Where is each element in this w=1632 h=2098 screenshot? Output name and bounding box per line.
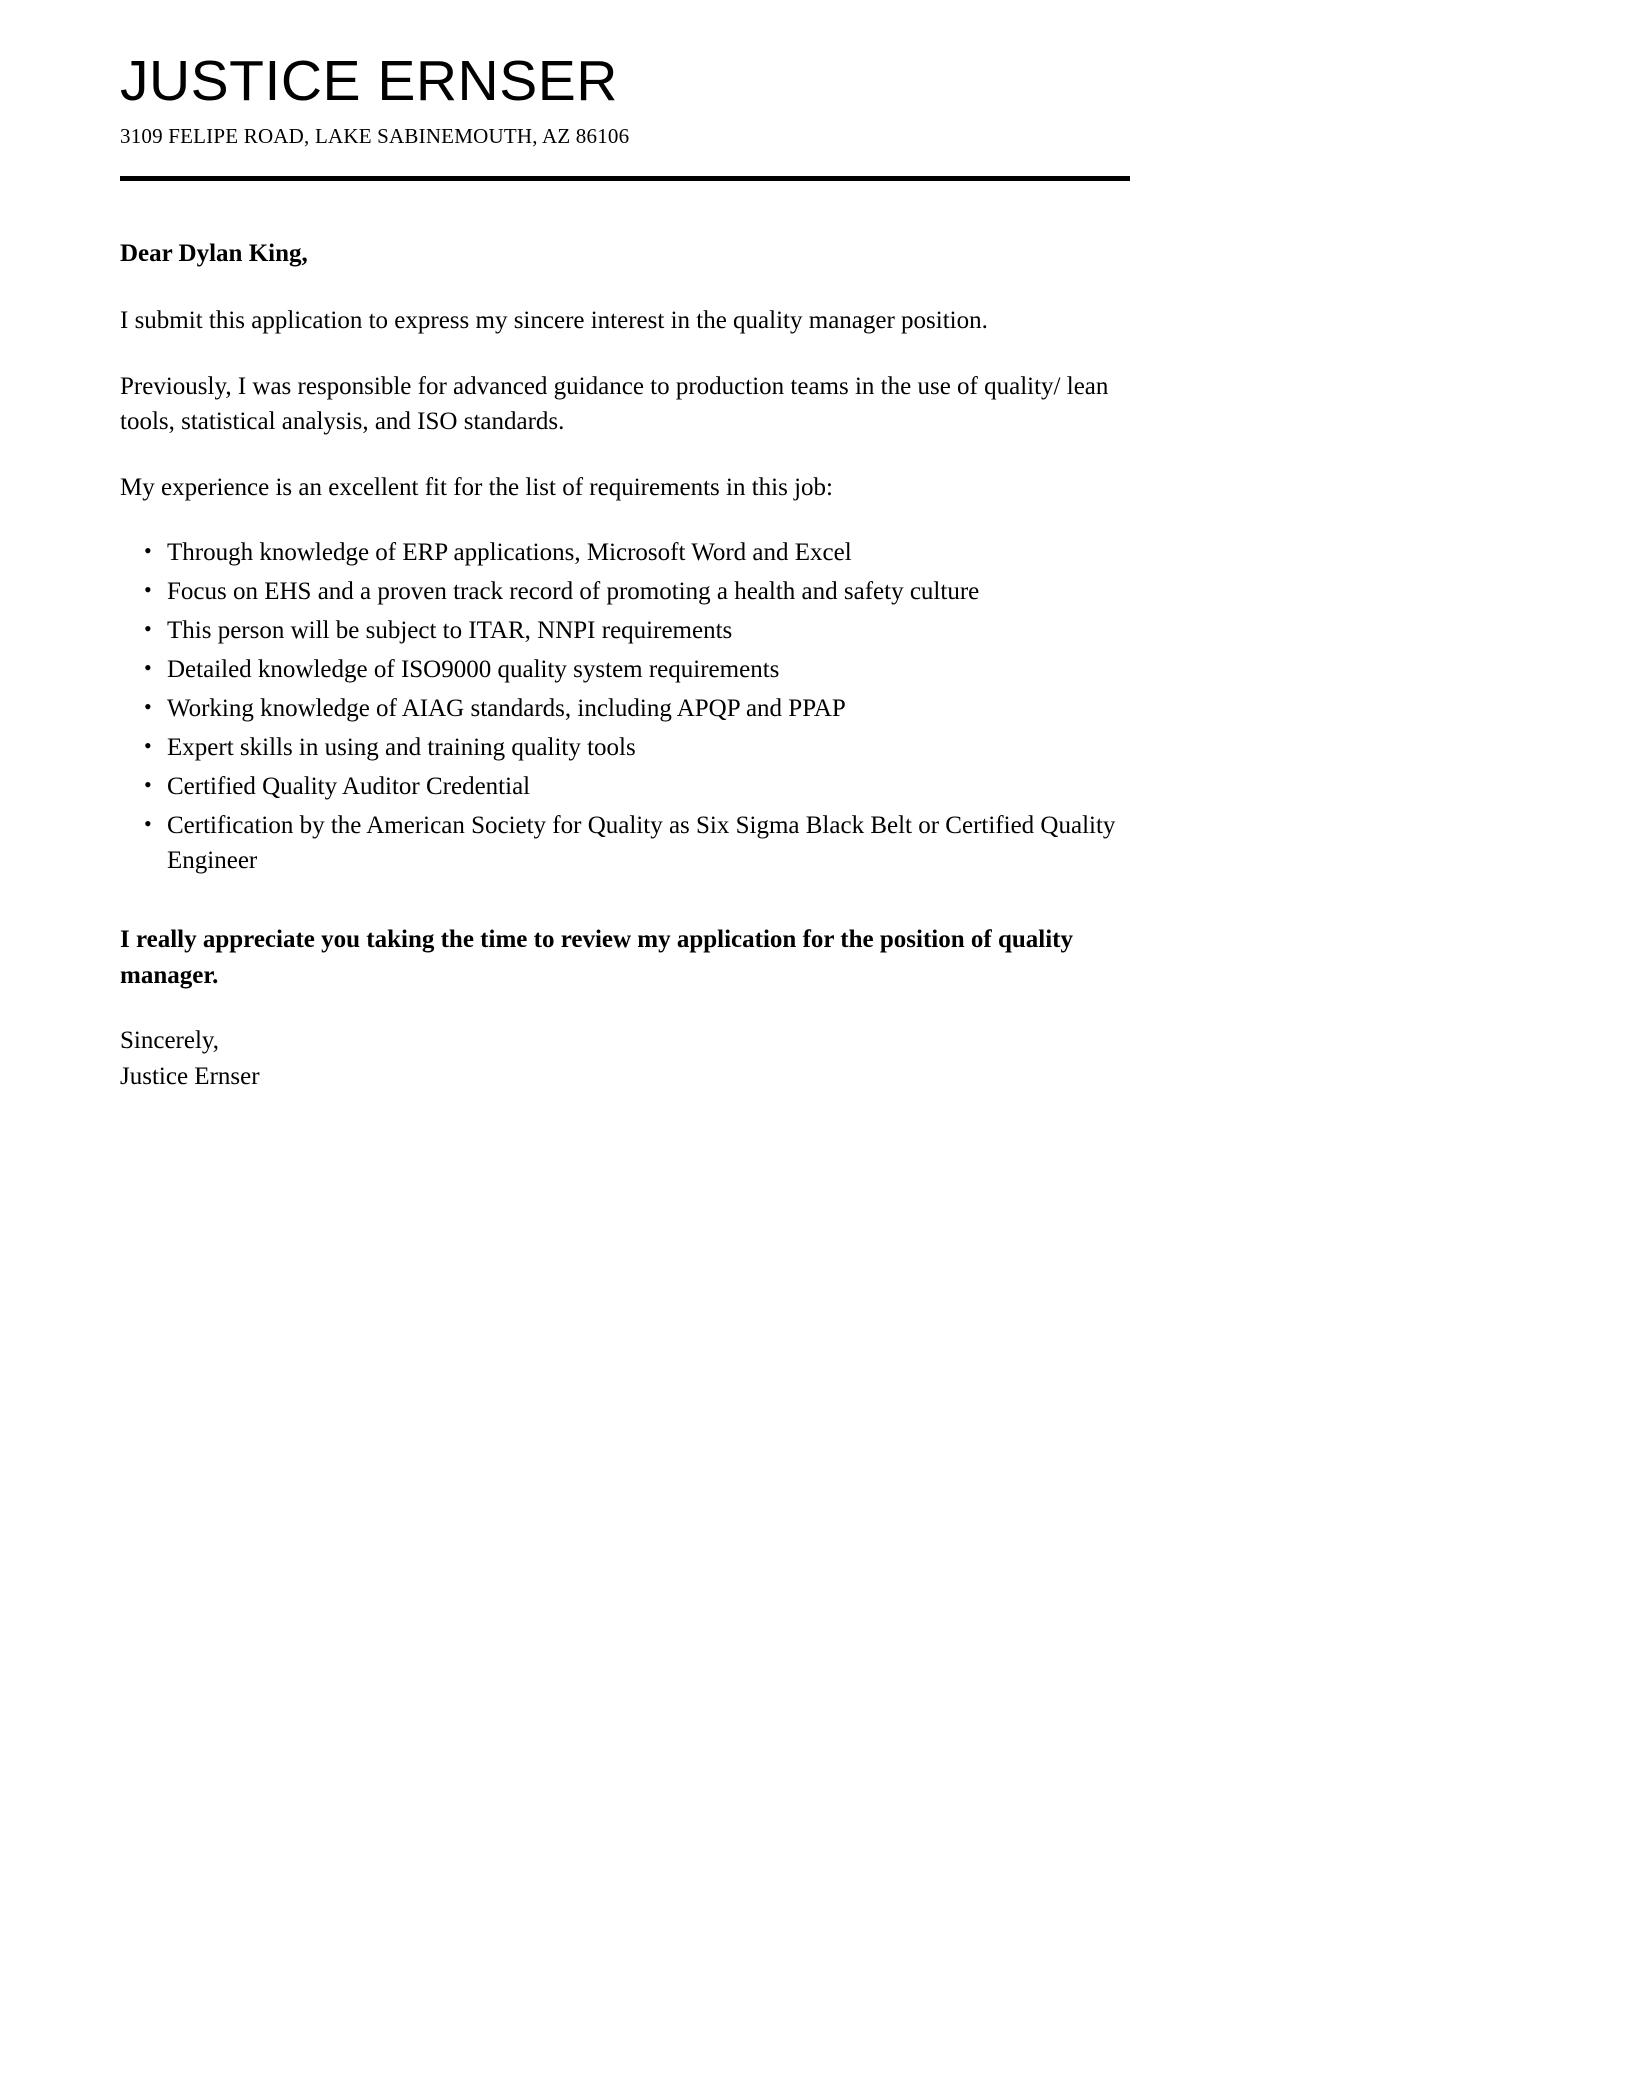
intro-paragraph: I submit this application to express my sincere interest in the quality manager position.: [120, 307, 988, 335]
list-item: • Working knowledge of AIAG standards, including APQP and PPAP: [120, 691, 1127, 726]
requirements-lead-in: My experience is an excellent fit for the list of requirements in this job:: [120, 473, 833, 501]
requirements-list: [120, 535, 1130, 878]
applicant-name: JUSTICE ERNSER: [120, 49, 618, 113]
list-item: • Detailed knowledge of ISO9000 quality system requirements: [120, 652, 1127, 687]
list-item: • This person will be subject to ITAR, NNPI requirements: [120, 613, 1127, 648]
signoff-greeting: Sincerely,: [120, 1027, 220, 1055]
letter-body: [120, 237, 1130, 1094]
header-divider-rule: [120, 176, 1130, 181]
list-item: • Expert skills in using and training quality tools: [120, 730, 1127, 765]
document-content: [120, 0, 1130, 1094]
list-item: • Through knowledge of ERP applications, Microsoft Word and Excel: [120, 535, 1127, 570]
closing-statement: I really appreciate you taking the time to review my application for the position of quality manager.: [120, 926, 1073, 989]
signature-block: [120, 1023, 1130, 1094]
list-item: • Certification by the American Society for Quality as Six Sigma Black Belt or Certified Quality Engineer: [120, 808, 1127, 878]
salutation: Dear Dylan King,: [120, 240, 308, 268]
list-item: • Focus on EHS and a proven track record of promoting a health and safety culture: [120, 574, 1127, 609]
experience-paragraph: Previously, I was responsible for advanced guidance to production teams in the use of quality/ lean tools, statistical analysis, and ISO standards.: [120, 372, 1109, 436]
applicant-address: 3109 FELIPE ROAD, LAKE SABINEMOUTH, AZ 86106: [120, 124, 630, 149]
signature-name: Justice Ernser: [120, 1062, 260, 1090]
letterhead: [120, 0, 1130, 181]
list-item: • Certified Quality Auditor Credential: [120, 769, 1127, 804]
